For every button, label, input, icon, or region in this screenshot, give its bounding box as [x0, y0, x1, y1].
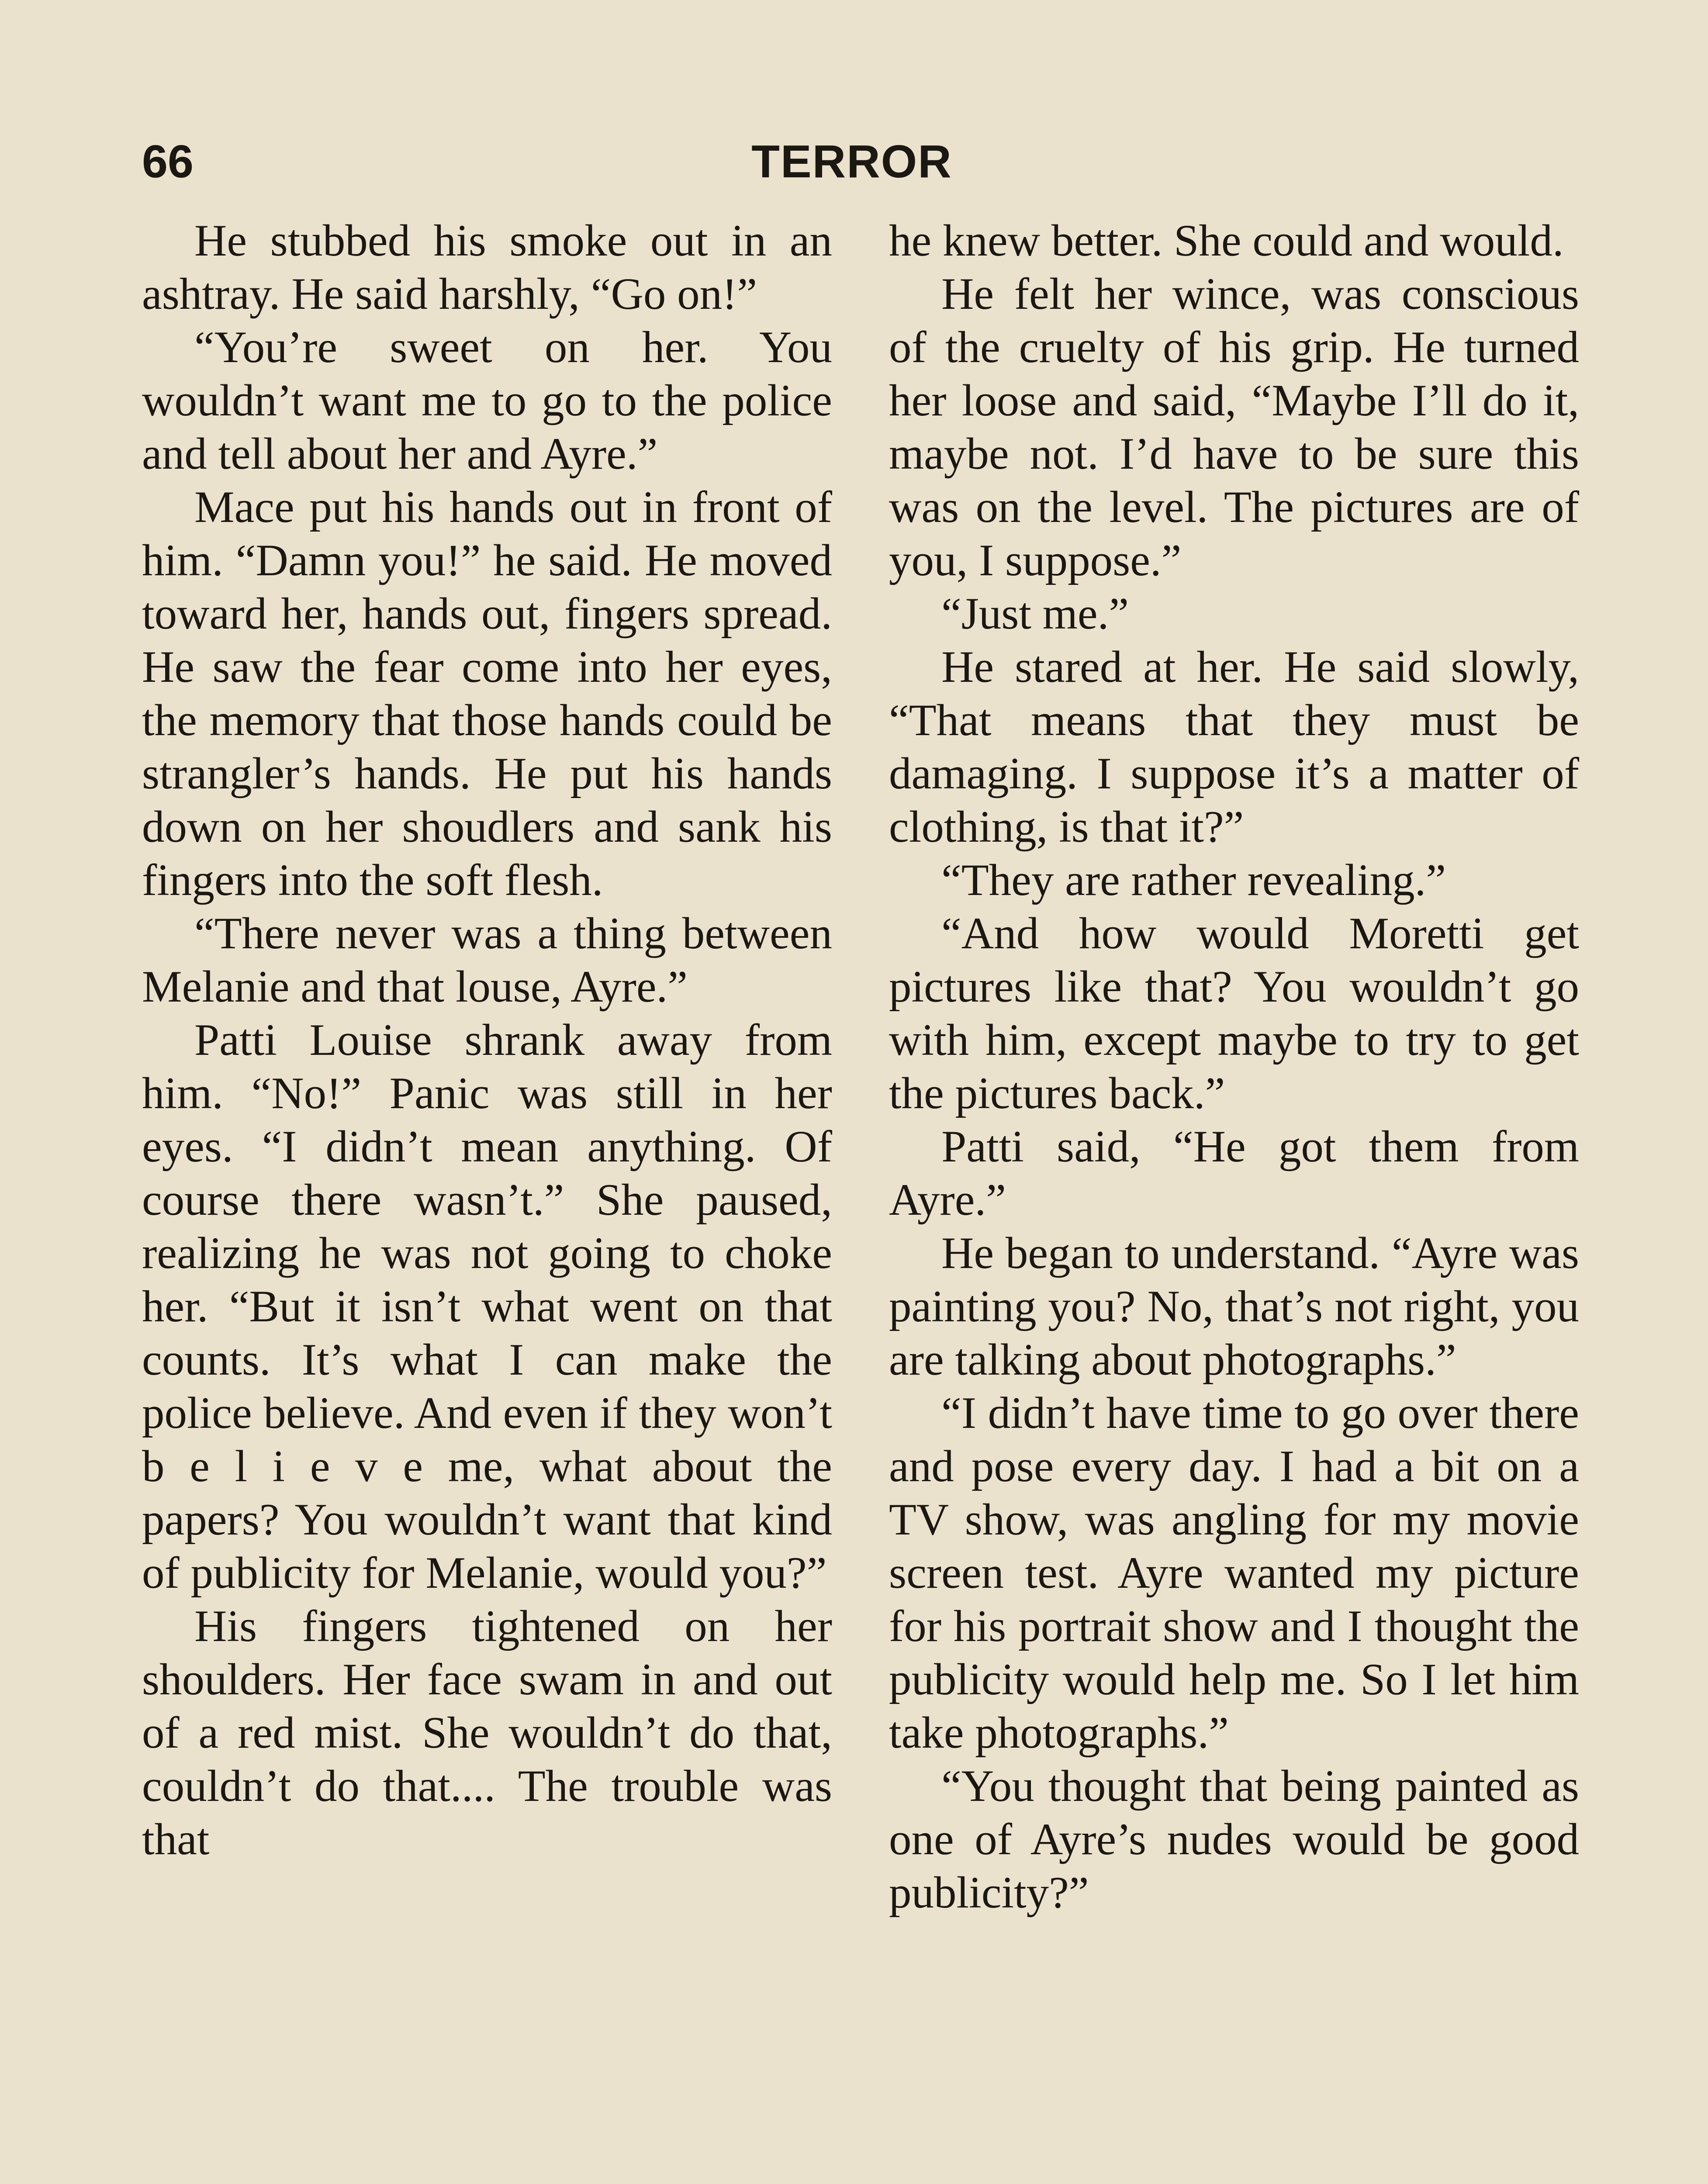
- paragraph: “You’re sweet on her. You wouldn’t want me to go to the police and tell about her and Ayre.”: [142, 322, 832, 479]
- paragraph: He stared at her. He said slowly, “That means that they must be damaging. I suppose it’s a matter of clothing, is that it?”: [889, 642, 1579, 852]
- left-text-column: [142, 214, 832, 2184]
- paragraph: “There never was a thing between Melanie and that louse, Ayre.”: [142, 909, 832, 1012]
- paragraph: Patti Louise shrank away from him. “No!” Panic was still in her eyes. “I didn’t mean anything. Of course there wasn’t.” She paused, realizing he was not going to choke her. “But it isn’t what went on that counts. It’s what I can make the police believe. And even if they won’t b e l i e v e me, what about the papers? You wouldn’t want that kind of publicity for Melanie, would you?”: [142, 1015, 832, 1598]
- right-text-column: [889, 214, 1579, 2184]
- paragraph: “They are rather revealing.”: [941, 855, 1446, 905]
- paragraph: he knew better. She could and would.: [889, 216, 1564, 266]
- paragraph: He stubbed his smoke out in an ashtray. He said harshly, “Go on!”: [142, 216, 832, 319]
- paragraph: He felt her wince, was conscious of the cruelty of his grip. He turned her loose and said, “Maybe I’ll do it, maybe not. I’d have to be sure this was on the level. The pictures are of you, I suppose.”: [889, 269, 1579, 585]
- paragraph: “I didn’t have time to go over there and pose every day. I had a bit on a TV show, was angling for my movie screen test. Ayre wanted my picture for his portrait show and I thought the publicity would help me. So I let him take photographs.”: [889, 1388, 1579, 1758]
- paragraph: “And how would Moretti get pictures like that? You wouldn’t go with him, except maybe to try to get the pictures back.”: [889, 909, 1579, 1118]
- paragraph: He began to understand. “Ayre was painting you? No, that’s not right, you are talking about photographs.”: [889, 1228, 1579, 1385]
- paragraph: Mace put his hands out in front of him. “Damn you!” he said. He moved toward her, hands out, fingers spread. He saw the fear come into her eyes, the memory that those hands could be strangler’s hands. He put his hands down on her shoudlers and sank his fingers into the soft flesh.: [142, 482, 832, 905]
- paragraph: “You thought that being painted as one of Ayre’s nudes would be good publicity?”: [889, 1761, 1579, 1918]
- page-number: 66: [142, 136, 194, 187]
- page-header: [142, 127, 1562, 201]
- paragraph: His fingers tightened on her shoulders. Her face swam in and out of a red mist. She wouldn’t do that, couldn’t do that.... The trouble was that: [142, 1601, 832, 1864]
- paragraph: “Just me.”: [941, 589, 1129, 639]
- paragraph: Patti said, “He got them from Ayre.”: [889, 1122, 1579, 1225]
- running-title: TERROR: [751, 136, 952, 187]
